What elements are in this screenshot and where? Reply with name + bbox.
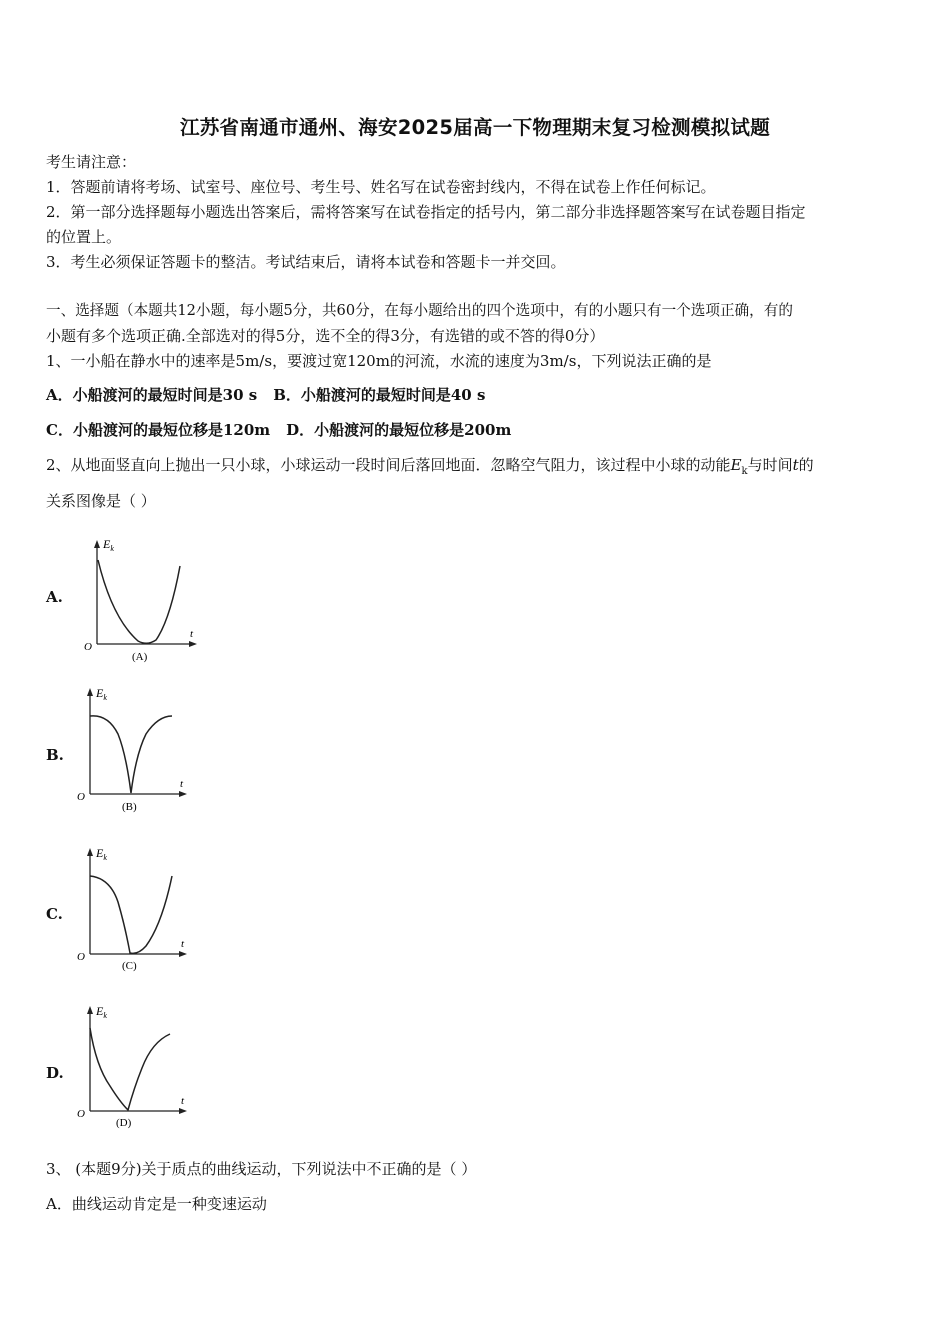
section-heading-cont: 小题有多个选项正确.全部选对的得5分，选不全的得3分，有选错的或不答的得0分） (46, 327, 605, 345)
origin-label: O (77, 791, 85, 803)
x-axis-arrow (179, 791, 187, 797)
q3-option-a[interactable]: A．曲线运动肯定是一种变速运动 (46, 1195, 267, 1213)
page-title: 江苏省南通市通州、海安2025届高一下物理期末复习检测模拟试题 (179, 116, 771, 139)
q2-graph-b[interactable] (70, 680, 210, 829)
q2-option-b-label[interactable]: B. (46, 746, 64, 764)
question-2-stem-cont: 关系图像是（ ） (46, 492, 156, 510)
section-heading: 一、选择题（本题共12小题，每小题5分，共60分，在每小题给出的四个选项中，有的小题只有一个选项正确，有的 (46, 302, 793, 319)
graph-caption: (D) (116, 1117, 132, 1129)
notice-item-2: 2．第一部分选择题每小题选出答案后，需将答案写在试卷指定的括号内，第二部分非选择题答案写在试卷题目指定 (46, 203, 806, 221)
q1-option-a[interactable]: A．小船渡河的最短时间是30 s (46, 386, 258, 404)
q1-option-c[interactable]: C．小船渡河的最短位移是120m (46, 421, 271, 439)
ek-curve (98, 560, 180, 643)
notice-item-1: 1．答题前请将考场、试室号、座位号、考生号、姓名写在试卷密封线内，不得在试卷上作任何标记。 (46, 178, 716, 196)
q2-option-d-label[interactable]: D. (46, 1064, 64, 1082)
q1-option-d[interactable]: D．小船渡河的最短位移是200m (286, 421, 512, 439)
x-axis-label: t (181, 1095, 185, 1107)
y-axis-arrow (87, 688, 93, 696)
ek-curve (90, 1028, 170, 1110)
graph-caption: (A) (132, 651, 148, 663)
question-3-stem: 3、 (本题9分)关于质点的曲线运动，下列说法中不正确的是（ ） (46, 1160, 477, 1178)
notice-item-3: 3．考生必须保证答题卡的整洁。考试结束后，请将本试卷和答题卡一并交回。 (46, 253, 566, 271)
x-axis-arrow (189, 641, 197, 647)
q2-graph-c[interactable] (70, 842, 210, 986)
y-axis-arrow (87, 848, 93, 856)
origin-label: O (77, 1108, 85, 1120)
y-axis-arrow (94, 540, 100, 548)
y-axis-label: $E_k$ (96, 686, 107, 702)
question-1-options-row1 (46, 384, 906, 406)
question-1-stem: 1、一小船在静水中的速率是5m/s，要渡过宽120m的河流，水流的速度为3m/s，下列说法正确的是 (46, 352, 712, 370)
y-axis-label: $E_k$ (103, 537, 114, 553)
notice-heading: 考生请注意： (46, 153, 137, 171)
origin-label: O (77, 951, 85, 963)
x-axis-arrow (179, 951, 187, 957)
question-2-stem: 2、从地面竖直向上抛出一只小球，小球运动一段时间后落回地面．忽略空气阻力，该过程中小球的动能$E_k$与时间t的 (46, 456, 814, 477)
y-axis-label: $E_k$ (96, 846, 107, 862)
graph-caption: (C) (122, 960, 137, 972)
x-axis-label: t (181, 938, 185, 950)
q2-graph-a[interactable] (70, 528, 210, 672)
question-1-options-row2 (46, 419, 906, 441)
x-axis-arrow (179, 1108, 187, 1114)
q2-option-a-label[interactable]: A. (46, 588, 63, 606)
x-axis-label: t (190, 628, 194, 640)
q2-graph-d[interactable] (70, 1000, 210, 1144)
ek-curve (90, 716, 172, 793)
y-axis-label: $E_k$ (96, 1004, 107, 1020)
notice-item-2-cont: 的位置上。 (46, 228, 122, 246)
x-axis-label: t (180, 778, 184, 790)
y-axis-arrow (87, 1006, 93, 1014)
q2-option-c-label[interactable]: C. (46, 905, 63, 923)
ek-curve (90, 876, 172, 953)
graph-caption: (B) (122, 801, 137, 813)
origin-label: O (84, 641, 92, 653)
q1-option-b[interactable]: B．小船渡河的最短时间是40 s (273, 386, 486, 404)
